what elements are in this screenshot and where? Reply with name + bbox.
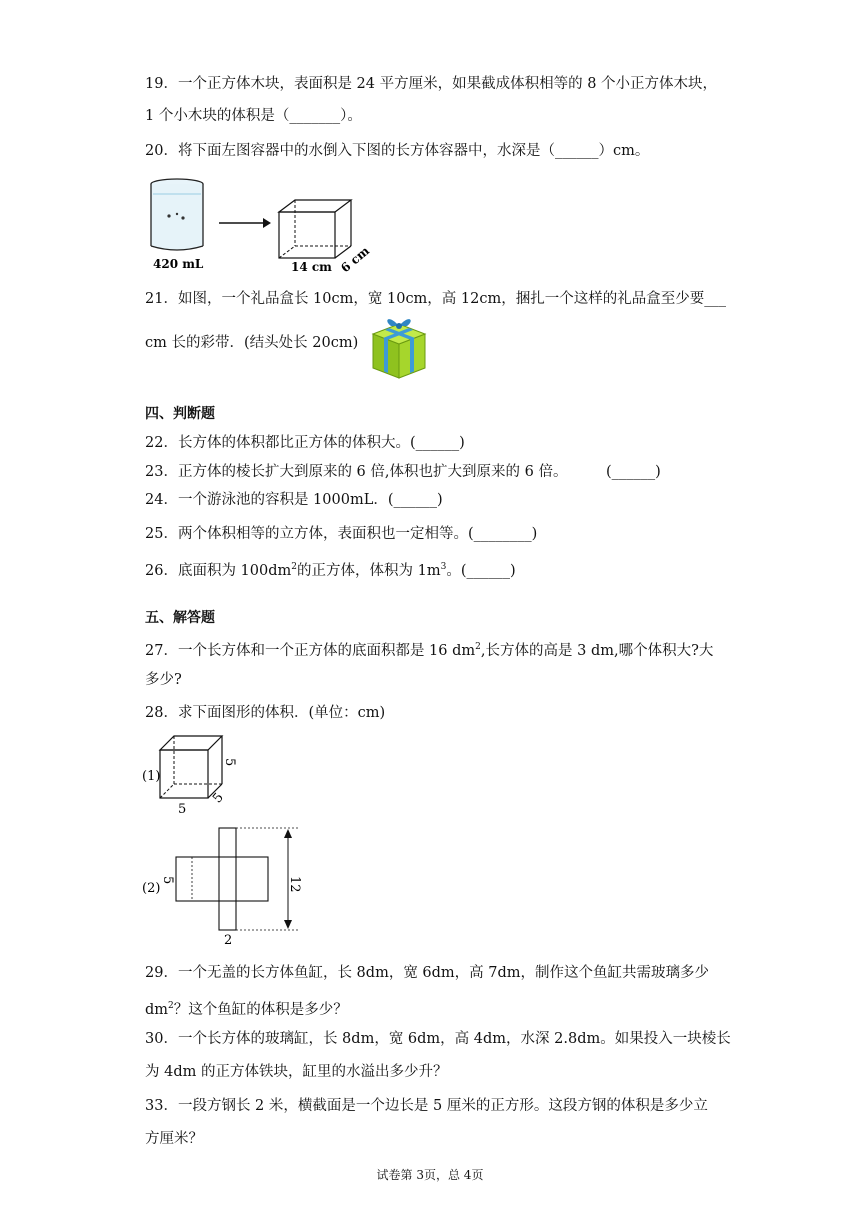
q26-sup1: 2 xyxy=(291,562,298,572)
q28-cube-figure xyxy=(140,730,250,818)
q19-line2: 1 个小木块的体积是（_______）。 xyxy=(145,108,362,124)
q26-part-b: 的正方体，体积为 1m xyxy=(297,562,441,579)
fig2-bottom-label: 2 xyxy=(224,933,233,948)
q20-text: 20．将下面左图容器中的水倒入下图的长方体容器中，水深是（______）cm。 xyxy=(145,143,650,159)
q27-part-b: ,长方体的高是 3 dm,哪个体积大?大 xyxy=(480,642,714,659)
box-width-label: 6 cm xyxy=(338,243,373,276)
water-cup-icon xyxy=(151,179,203,250)
box-length-label: 14 cm xyxy=(291,260,332,274)
q20-figure xyxy=(145,172,375,276)
q30-line2: 为 4dm 的正方体铁块，缸里的水溢出多少升？ xyxy=(145,1064,448,1080)
q27-sup: 2 xyxy=(475,642,481,652)
fig2-label: (2) xyxy=(142,881,161,896)
q26 xyxy=(145,557,516,581)
cuboid-container xyxy=(279,200,351,258)
fig1-edge-a: 5 xyxy=(178,802,187,817)
q27-part-a: 27．一个长方体和一个正方体的底面积都是 16 dm xyxy=(145,642,476,659)
q26-sup2: 3 xyxy=(440,562,447,572)
fig1-label: (1) xyxy=(142,769,161,784)
q29-sup: 2 xyxy=(168,1001,174,1011)
q27-line2: 多少? xyxy=(145,672,182,688)
q33-line1: 33．一段方钢长 2 米，横截面是一个边长是 5 厘米的正方形。这段方钢的体积是多少立 xyxy=(145,1098,708,1114)
section4-heading: 四、判断题 xyxy=(145,406,215,422)
q30-line1: 30．一个长方体的玻璃缸，长 8dm，宽 6dm，高 4dm，水深 2.8dm。如果投入一块棱长 xyxy=(145,1031,731,1047)
fig1-edge-b: 5 xyxy=(222,758,237,767)
fig1-edge-c: 5 xyxy=(210,790,227,807)
q23-blank: (______) xyxy=(606,464,661,480)
q23: 23．正方体的棱长扩大到原来的 6 倍,体积也扩大到原来的 6 倍。 xyxy=(145,464,568,480)
q33-line2: 方厘米？ xyxy=(145,1131,203,1147)
q28-text: 28．求下面图形的体积．(单位：cm) xyxy=(145,705,386,721)
section5-heading: 五、解答题 xyxy=(145,610,215,626)
q26-part-a: 26．底面积为 100dm xyxy=(145,562,292,579)
q27-line1 xyxy=(145,637,713,661)
fig2-height-label: 12 xyxy=(287,876,302,893)
q29-line2 xyxy=(145,996,348,1020)
q24: 24．一个游泳池的容积是 1000mL．(______) xyxy=(145,492,443,508)
q19-line1: 19．一个正方体木块，表面积是 24 平方厘米，如果截成体积相等的 8 个小正方体木块， xyxy=(145,76,718,92)
q26-part-c: 。(______) xyxy=(446,562,516,579)
q28-net-figure xyxy=(140,822,310,950)
q29-part-a: dm xyxy=(145,1001,169,1018)
arrow-right-icon xyxy=(219,218,271,228)
fig2-side-label: 5 xyxy=(160,876,175,885)
q21-line1: 21．如图，一个礼品盒长 10cm，宽 10cm，高 12cm，捆扎一个这样的礼品盒至少要___ xyxy=(145,291,726,307)
q29-line1: 29．一个无盖的长方体鱼缸，长 8dm，宽 6dm，高 7dm，制作这个鱼缸共需玻璃多少 xyxy=(145,965,710,981)
gift-box-icon xyxy=(369,314,431,380)
q21-line2: cm 长的彩带．(结头处长 20cm) xyxy=(145,335,359,351)
q25: 25．两个体积相等的立方体，表面积也一定相等。(________) xyxy=(145,526,538,542)
q22: 22．长方体的体积都比正方体的体积大。(______) xyxy=(145,435,465,451)
cup-volume-label: 420 mL xyxy=(153,257,204,271)
page-footer: 试卷第 3页，总 4页 xyxy=(376,1168,484,1182)
q29-part-b: ？这个鱼缸的体积是多少？ xyxy=(173,1001,348,1018)
